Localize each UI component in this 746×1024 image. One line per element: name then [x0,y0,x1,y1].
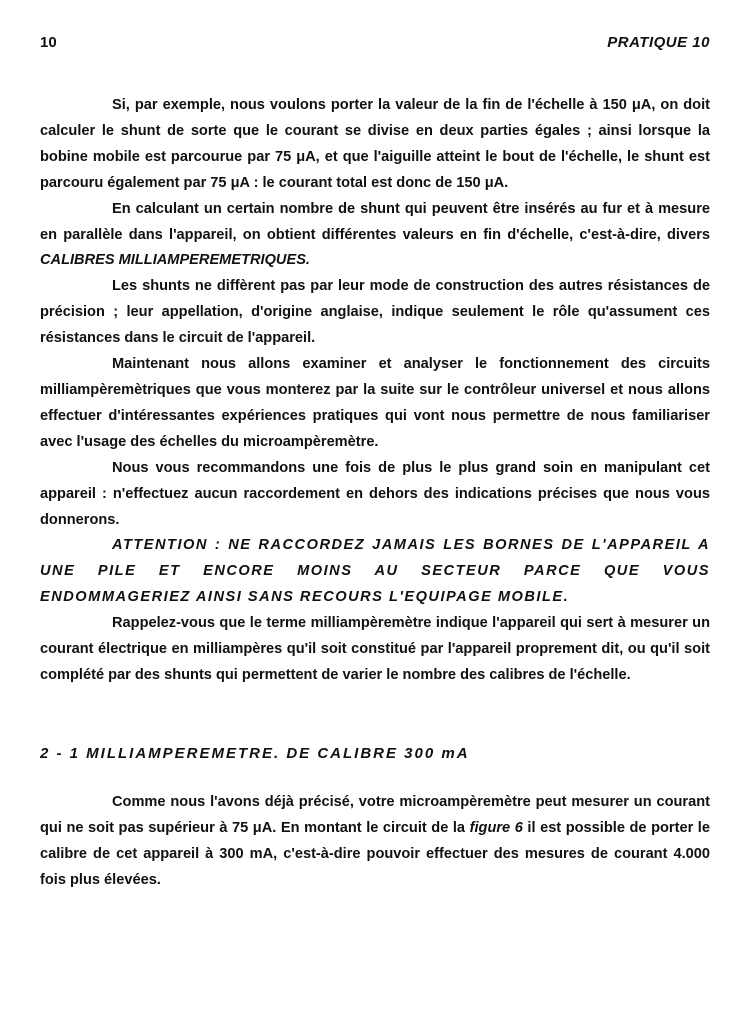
paragraph-3: Les shunts ne diffèrent pas par leur mode de construction des autres résistances de précision ; leur appellation, d'origine anglaise, indique seulement le rôle qu'assument ces résistances dans le circuit de l'appareil. [40,278,710,347]
page-header [40,34,710,51]
paragraph-5: Nous vous recommandons une fois de plus le plus grand soin en manipulant cet appareil : n'effectuez aucun raccordement en dehors des indications précises que nous vous donnerons. [40,459,710,528]
section-body [40,790,710,894]
paragraph-6: Rappelez-vous que le terme milliampèremètre indique l'appareil qui sert à mesurer un courant électrique en milliampères qu'il soit constitué par l'appareil proprement dit, ou qu'il soit complété par des shunts qui permettent de varier le nombre des calibres de l'échelle. [40,615,710,683]
paragraph-2-emphasis: CALIBRES MILLIAMPEREMETRIQUES. [40,252,310,269]
figure-reference: figure 6 [469,819,523,836]
paragraph-2 [40,197,710,275]
paragraph-2-text: En calculant un certain nombre de shunt qui peuvent être insérés au fur et à mesure en parallèle dans l'appareil, on obtient différentes valeurs en fin d'échelle, c'est-à-dire, divers [40,200,710,243]
paragraph-4: Maintenant nous allons examiner et analyser le fonctionnement des circuits milliampèremètriques que vous monterez par la suite sur le contrôleur universel et nous allons effectuer d'intéressantes expériences pratiques qui vont nous permettre de nous familiariser avec l'usage des échelles du microampèremètre. [40,356,710,450]
section-heading: 2 - 1 MILLIAMPEREMETRE. DE CALIBRE 300 mA [40,744,470,762]
page-number: 10 [40,34,57,51]
running-title: PRATIQUE 10 [607,34,710,51]
warning-paragraph: ATTENTION : NE RACCORDEZ JAMAIS LES BORNES DE L'APPAREIL A UNE PILE ET ENCORE MOINS AU SECTEUR PARCE QUE VOUS ENDOMMAGERIEZ AINSI SANS RECOURS L'EQUIPAGE MOBILE. [40,537,710,606]
body-text [40,93,710,689]
paragraph-1: Si, par exemple, nous voulons porter la valeur de la fin de l'échelle à 150 μA, on doit calculer le shunt de sorte que le courant se divise en deux parties égales ; ainsi lorsque la bobine mobile est parcourue par 75 μA, et que l'aiguille atteint le bout de l'échelle, le shunt est parcouru également par 75 μA : le courant total est donc de 150 μA. [40,97,710,191]
section-paragraph-1-text-a: Comme nous l'avons déjà précisé, votre microampèremètre peut mesurer un courant qui ne soit pas supérieur à 75 μA. En montant le circuit de la [40,793,710,836]
section-paragraph-1 [40,790,710,894]
section-paragraph-1-text-b: il est possible de porter le calibre de cet appareil à 300 mA, c'est-à-dire pouvoir effectuer des mesures de courant 4.000 fois plus élevées. [40,819,710,888]
document-page [40,34,710,893]
